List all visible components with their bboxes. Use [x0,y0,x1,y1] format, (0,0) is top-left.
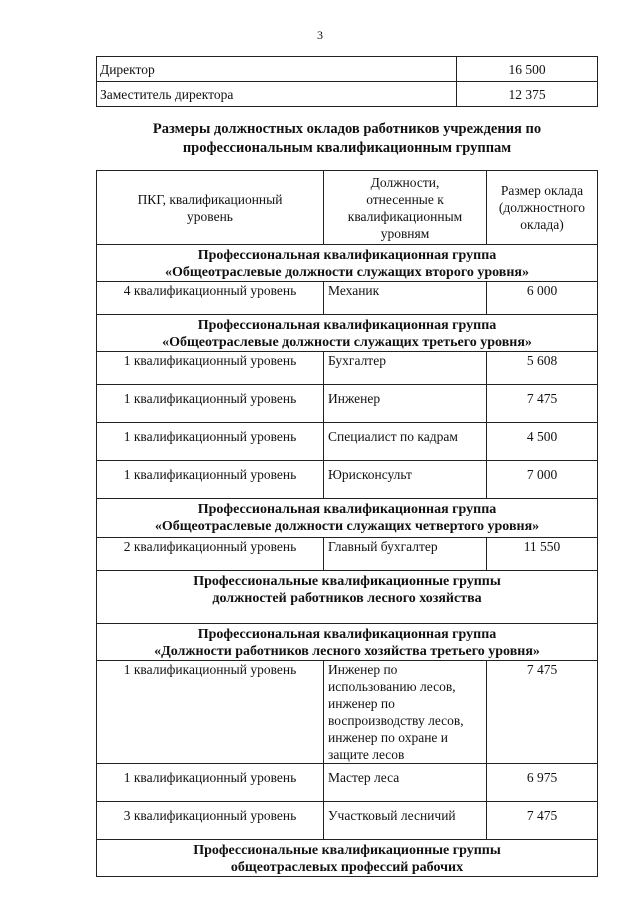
position-line: защите лесов [328,747,405,762]
salary-cell: 7 475 [487,802,598,840]
position-line: инженер по охране и [328,730,449,745]
header-line: Размер оклада [500,183,584,198]
page-number: 3 [317,28,323,42]
table-row [97,538,598,571]
salary-cell: 6 975 [487,764,598,802]
level-cell: 1 квалификационный уровень [97,352,324,385]
table-row [97,57,598,82]
header-line: уровням [380,225,430,241]
section-heading [96,120,598,158]
table-row [97,385,598,423]
position-cell: Бухгалтер [324,352,487,385]
table-row [97,764,598,802]
group-header-row [97,315,598,352]
level-cell: 1 квалификационный уровень [97,461,324,499]
group-title-line: общеотраслевых профессий рабочих [230,860,464,875]
level-cell: 1 квалификационный уровень [97,661,324,764]
heading-line: Размеры должностных окладов работников учреждения по [152,121,542,137]
group-header-row [97,571,598,624]
position-cell: Мастер леса [324,764,487,802]
table-row [97,423,598,461]
level-cell: 4 квалификационный уровень [97,282,324,315]
header-line: оклада) [520,217,564,232]
position-cell: Инженер [324,385,487,423]
level-cell: 3 квалификационный уровень [97,802,324,840]
group-title-line: «Общеотраслевые должности служащих третьего уровня» [162,335,532,350]
level-cell: 1 квалификационный уровень [97,423,324,461]
salary-cell: 6 000 [487,282,598,315]
header-line: отнесенные к [366,191,444,207]
position-line: Инженер по [328,662,398,677]
group-title-line: «Должности работников лесного хозяйства третьего уровня» [154,644,540,659]
position-cell: Участковый лесничий [324,802,487,840]
header-line: квалификационным [347,208,463,224]
salary-cell: 7 000 [487,461,598,499]
salary-value: 16 500 [457,57,598,82]
position-name: Директор [97,57,457,82]
level-cell: 2 квалификационный уровень [97,538,324,571]
header-pkg-level [97,171,324,245]
position-cell: Механик [324,282,487,315]
level-cell: 1 квалификационный уровень [97,764,324,802]
level-cell: 1 квалификационный уровень [97,385,324,423]
group-header-row [97,840,598,877]
group-title-line: Профессиональная квалификационная группа [197,502,497,517]
table-header-row [97,171,598,245]
salary-cell: 7 475 [487,385,598,423]
group-title [97,571,598,624]
heading-line: профессиональным квалификационным группам [182,140,512,156]
group-title-line: Профессиональная квалификационная группа [197,627,497,642]
table-row [97,661,598,764]
salary-value: 12 375 [457,82,598,107]
header-line: (должностного [498,200,586,215]
position-cell: Юрисконсульт [324,461,487,499]
group-title-line: Профессиональные квалификационные группы [193,843,501,858]
top-salary-table [96,56,598,107]
position-line: инженер по [328,696,395,711]
header-line: уровень [187,208,233,224]
group-header-row [97,245,598,282]
group-title-line: «Общеотраслевые должности служащих четвертого уровня» [154,519,540,534]
group-title-line: Профессиональная квалификационная группа [197,318,497,333]
group-title-line: Профессиональные квалификационные группы [193,574,501,589]
table-row [97,82,598,107]
group-title [97,499,598,538]
salary-table [96,170,598,877]
position-line: использованию лесов, [328,679,456,694]
group-header-row [97,499,598,538]
salary-cell: 4 500 [487,423,598,461]
group-title [97,624,598,661]
position-name: Заместитель директора [97,82,457,107]
position-cell [324,661,487,764]
group-header-row [97,624,598,661]
position-line: воспроизводству лесов, [328,713,464,728]
header-line: Должности, [370,174,440,190]
salary-cell: 5 608 [487,352,598,385]
table-row [97,352,598,385]
group-title [97,245,598,282]
group-title-line: должностей работников лесного хозяйства [212,591,482,606]
salary-cell: 11 550 [487,538,598,571]
header-line: ПКГ, квалификационный [137,191,283,207]
table-row [97,461,598,499]
header-positions [324,171,487,245]
group-title [97,315,598,352]
salary-cell: 7 475 [487,661,598,764]
position-cell: Специалист по кадрам [324,423,487,461]
header-salary [487,171,598,245]
group-title [97,840,598,877]
table-row [97,802,598,840]
table-row [97,282,598,315]
position-cell: Главный бухгалтер [324,538,487,571]
group-title-line: «Общеотраслевые должности служащих второго уровня» [165,265,529,280]
group-title-line: Профессиональная квалификационная группа [197,248,497,263]
